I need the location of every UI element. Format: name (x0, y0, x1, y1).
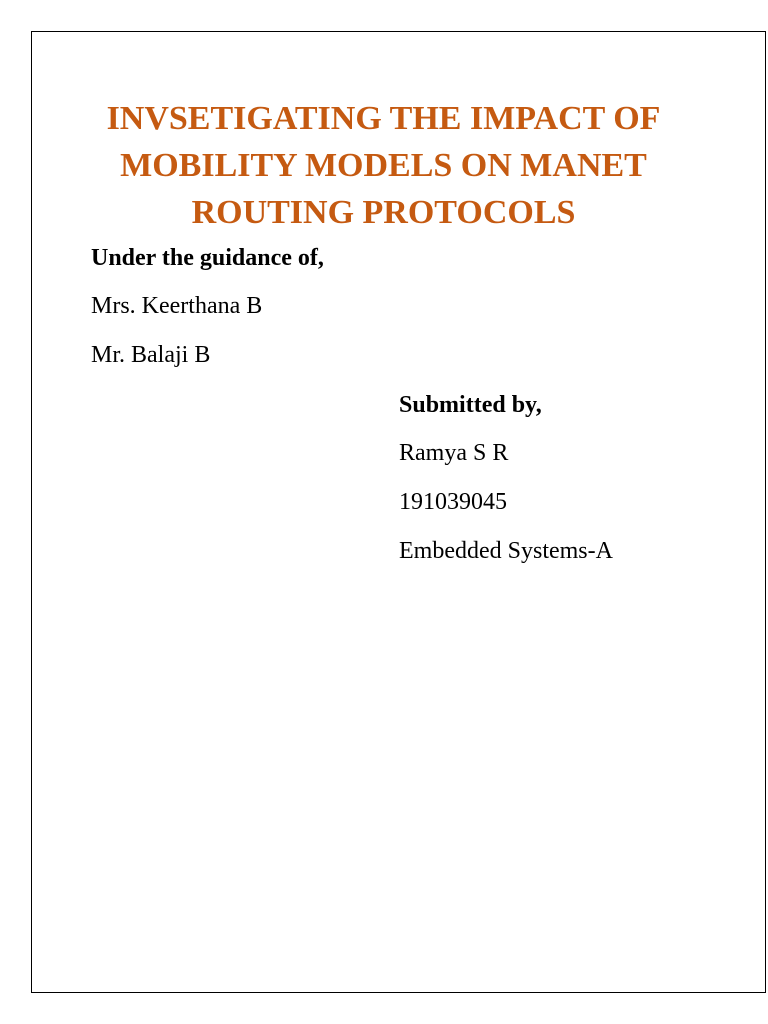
guide-name: Mrs. Keerthana B (91, 293, 263, 319)
title-line-3: ROUTING PROTOCOLS (191, 194, 576, 231)
guidance-heading: Under the guidance of, (91, 245, 324, 271)
title-line-2: MOBILITY MODELS ON MANET (120, 147, 647, 184)
student-name: Ramya S R (399, 440, 509, 466)
guide-name: Mr. Balaji B (91, 342, 211, 368)
submitted-by-heading: Submitted by, (399, 392, 542, 418)
title-line-1: INVSETIGATING THE IMPACT OF (106, 100, 661, 137)
student-id: 191039045 (399, 489, 507, 515)
document-title (31, 95, 736, 236)
student-department: Embedded Systems-A (399, 538, 613, 564)
